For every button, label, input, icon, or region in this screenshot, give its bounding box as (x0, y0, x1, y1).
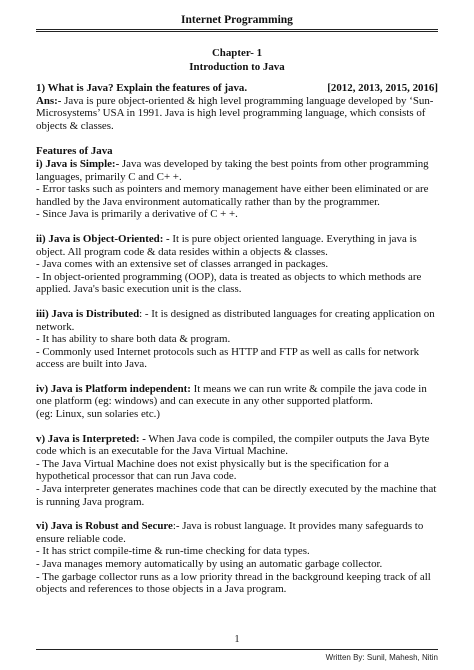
question-text: 1) What is Java? Explain the features of java. (36, 82, 248, 94)
feature-section (36, 158, 440, 221)
feature-title: iii) Java is Distributed (36, 307, 140, 320)
feature-bullet: - In object-oriented programming (OOP), data is treated as objects to which methods are applied. Java's basic execution unit is the class. (36, 270, 422, 296)
feature-bullet: - Error tasks such as pointers and memory management have either been eliminated or are handled by the Java environment automatically rather than by the programmer. (36, 183, 429, 208)
footer-rule (36, 649, 438, 650)
feature-intro (36, 233, 440, 258)
feature-section (36, 433, 440, 509)
feature-section (36, 233, 440, 296)
chapter-number: Chapter- 1 (211, 47, 263, 59)
feature-section (36, 383, 440, 421)
feature-description: :- Java is robust language. It provides many safeguards to ensure reliable code. (36, 520, 424, 545)
answer-label: Ans:- (36, 94, 62, 107)
feature-description: : - It is designed as distributed languages for creating application on network. (36, 307, 435, 333)
feature-intro (36, 383, 440, 408)
header-rule (36, 29, 438, 30)
header-rule-double (36, 31, 438, 32)
feature-bullet: - Java interpreter generates machines code that can be directly executed by the machine that is running Java program. (36, 483, 437, 508)
features-heading: Features of Java (36, 145, 113, 158)
feature-description: When Java code is compiled, the compiler outputs the Java Byte code which is an executable for the Java Virtual Machine. (36, 432, 430, 458)
chapter-heading (0, 47, 474, 74)
feature-bullet: - It has strict compile-time & run-time checking for data types. (36, 545, 310, 558)
feature-bullet: - Java manages memory automatically by using an automatic garbage collector. (36, 558, 383, 570)
feature-intro (36, 520, 440, 545)
feature-description: Java was developed by taking the best points from other programming languages, primarily C and C+ +. (36, 157, 429, 183)
feature-bullet: - Java comes with an extensive set of classes arranged in packages. (36, 258, 329, 271)
document-body (36, 82, 440, 596)
feature-intro (36, 308, 440, 333)
page-number: 1 (234, 634, 240, 645)
footer-credit: Written By: Sunil, Mahesh, Nitin (325, 653, 438, 662)
answer-paragraph (36, 95, 440, 133)
feature-section (36, 308, 440, 371)
feature-bullet: (eg: Linux, sun solaries etc.) (36, 408, 160, 421)
feature-bullet: - Since Java is primarily a derivative of C + +. (36, 208, 238, 221)
running-header: Internet Programming (181, 14, 293, 26)
question-years: [2012, 2013, 2015, 2016] (327, 82, 438, 94)
feature-bullet: - Commonly used Internet protocols such as HTTP and FTP as well as calls for network access are built into Java. (36, 345, 420, 371)
feature-section (36, 520, 440, 596)
features-list (36, 158, 440, 596)
feature-description: It is pure object oriented language. Everything in java is object. All program code & data resides within a objects & classes. (36, 232, 417, 258)
feature-bullet: - The garbage collector runs as a low priority thread in the background keeping track of all objects and references to those objects in a Java program. (36, 570, 431, 596)
feature-title: vi) Java is Robust and Secure (36, 520, 173, 533)
feature-bullet: - The Java Virtual Machine does not exist physically but is the specification for a hypothetical processor that can run Java code. (36, 457, 389, 483)
question-line (36, 82, 440, 95)
feature-bullet: - It has ability to share both data & program. (36, 333, 231, 346)
feature-intro (36, 433, 440, 458)
answer-text: Java is pure object-oriented & high level programming language developed by ‘Sun-Microsystems’ USA in 1991. Java is high level programming language, which consists of objects & classes. (36, 94, 434, 132)
chapter-title: Introduction to Java (189, 60, 285, 73)
feature-description: It means we can run write & compile the java code in one platform (eg: windows) and can execute in any other supported platform. (36, 382, 427, 408)
feature-title: i) Java is Simple:- (36, 157, 120, 170)
feature-intro (36, 158, 440, 183)
feature-title: v) Java is Interpreted: - (36, 432, 146, 445)
feature-title: iv) Java is Platform independent: (36, 382, 191, 395)
feature-title: ii) Java is Object-Oriented: - (36, 232, 170, 245)
